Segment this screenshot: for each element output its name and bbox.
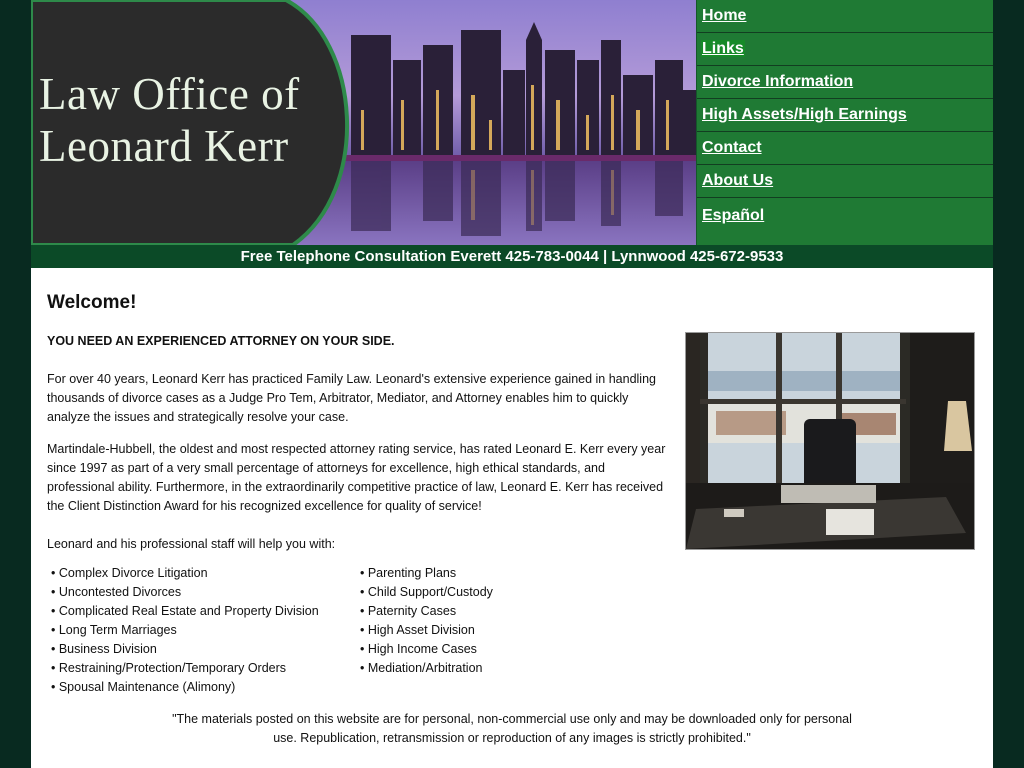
page-title: Welcome! xyxy=(47,292,137,313)
logo-line-1: Law Office of xyxy=(39,69,300,119)
services-right-column xyxy=(360,564,493,678)
main-nav xyxy=(696,0,993,245)
nav-links-label[interactable]: Links xyxy=(702,40,744,57)
nav-home[interactable] xyxy=(697,0,993,33)
service-item: • High Asset Division xyxy=(360,623,475,637)
nav-about-us[interactable] xyxy=(697,165,993,198)
nav-high-assets-label[interactable]: High Assets/High Earnings xyxy=(702,106,907,123)
nav-espanol[interactable] xyxy=(697,198,993,236)
logo[interactable] xyxy=(39,68,339,172)
service-item: • Parenting Plans xyxy=(360,566,457,580)
service-item: • Uncontested Divorces xyxy=(51,585,182,599)
service-item: • Paternity Cases xyxy=(360,604,457,618)
nav-espanol-label[interactable]: Español xyxy=(702,207,765,224)
nav-divorce-information-label[interactable]: Divorce Information xyxy=(702,73,854,90)
service-item: • Complicated Real Estate and Property Division xyxy=(51,604,319,618)
page xyxy=(31,0,993,768)
nav-divorce-information[interactable] xyxy=(697,66,993,99)
nav-about-us-label[interactable]: About Us xyxy=(702,172,774,189)
nav-links[interactable] xyxy=(697,33,993,66)
service-item: • Long Term Marriages xyxy=(51,623,177,637)
service-item: • Spousal Maintenance (Alimony) xyxy=(51,680,236,694)
copyright-disclaimer: "The materials posted on this website are for personal, non-commercial use only and may be downloaded only for personal use. Republication, retransmission or reproduction of any images is strictly prohibited." xyxy=(172,712,852,745)
service-item: • Mediation/Arbitration xyxy=(360,661,483,675)
intro-paragraph: For over 40 years, Leonard Kerr has practiced Family Law. Leonard's extensive experience gained in handling thousands of divorce cases as a Judge Pro Tem, Arbitrator, Mediator, and Attorney enables him to quickly analyze the issues and strategically resolve your case. xyxy=(47,372,656,424)
office-window-image xyxy=(686,333,974,549)
service-item: • Business Division xyxy=(51,642,157,656)
lead-heading: YOU NEED AN EXPERIENCED ATTORNEY ON YOUR SIDE. xyxy=(47,334,395,348)
nav-contact-label[interactable]: Contact xyxy=(702,139,762,156)
rating-paragraph: Martindale-Hubbell, the oldest and most respected attorney rating service, has rated Leonard E. Kerr every year since 1997 as part of a very small percentage of attorneys for excellence, high ethical standards, and professional ability. Furthermore, in the extraordinarily competitive practice of law, Leonard E. Kerr has received the Client Distinction Award for his recognized excellence for quality of service! xyxy=(47,442,666,513)
services-intro: Leonard and his professional staff will help you with: xyxy=(47,537,336,551)
office-photo xyxy=(685,332,975,550)
logo-line-2: Leonard Kerr xyxy=(39,121,289,171)
consultation-bar: Free Telephone Consultation Everett 425-783-0044 | Lynnwood 425-672-9533 xyxy=(31,245,993,268)
service-item: • High Income Cases xyxy=(360,642,477,656)
service-item: • Child Support/Custody xyxy=(360,585,493,599)
service-item: • Restraining/Protection/Temporary Orders xyxy=(51,661,287,675)
intro-column xyxy=(47,332,667,554)
services-left-column xyxy=(51,564,319,697)
nav-contact[interactable] xyxy=(697,132,993,165)
header xyxy=(31,0,993,245)
header-banner xyxy=(31,0,696,245)
service-item: • Complex Divorce Litigation xyxy=(51,566,208,580)
nav-home-label[interactable]: Home xyxy=(702,7,747,24)
nav-high-assets[interactable] xyxy=(697,99,993,132)
